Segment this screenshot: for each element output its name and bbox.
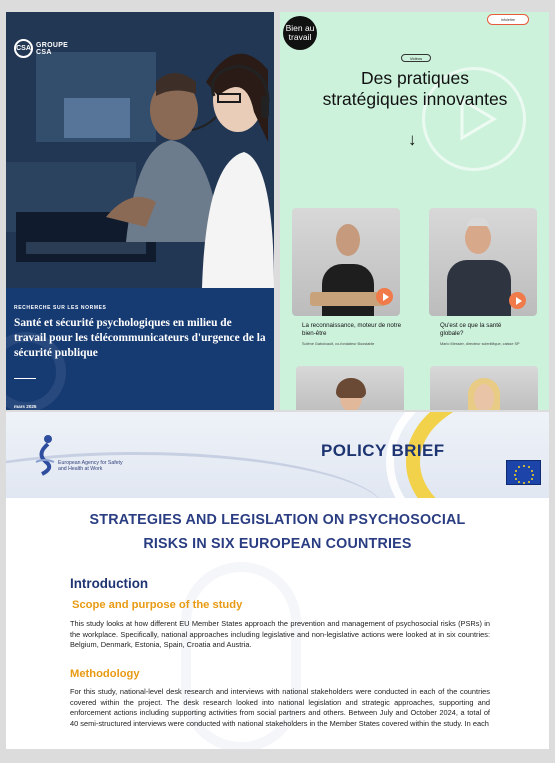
csa-kicker: RECHERCHE SUR LES NORMES — [14, 305, 107, 311]
eu-flag-icon — [506, 460, 541, 485]
csa-date: mars 2025 — [14, 404, 37, 409]
document-title-line2: RISKS IN SIX EUROPEAN COUNTRIES — [143, 536, 412, 552]
speaker-body — [447, 260, 511, 316]
video-caption-1[interactable]: La reconnaissance, moteur de notre bien-être — [302, 322, 402, 337]
video-caption-2[interactable]: Qu'est ce que la santé globale? — [440, 322, 502, 337]
csa-logo-icon: CSA — [14, 39, 33, 58]
csa-logo-line2: CSA — [36, 48, 52, 56]
csa-logo — [14, 39, 68, 58]
eu-star — [523, 465, 525, 467]
bien-au-travail-logo[interactable]: Bien au travail — [283, 16, 317, 50]
eu-osha-logo-icon — [32, 432, 58, 476]
speaker-head — [465, 222, 491, 254]
call-center-photo — [6, 12, 274, 288]
section-methodology: Methodology — [70, 668, 140, 680]
section-introduction: Introduction — [70, 576, 149, 591]
videos-pill[interactable]: Vidéos — [401, 54, 431, 62]
speaker-hair — [336, 378, 366, 398]
video-subtitle-2: Mario Messier, directeur scientifique, caisse SP — [440, 342, 520, 346]
eu-star — [518, 466, 520, 468]
policy-brief-document[interactable] — [6, 412, 549, 749]
play-icon[interactable] — [509, 292, 526, 309]
policy-brief-heading: POLICY BRIEF — [321, 441, 445, 460]
eu-star — [518, 481, 520, 483]
speaker-head — [336, 224, 360, 256]
video-card-1[interactable] — [292, 208, 400, 316]
methodology-paragraph: For this study, national-level desk research and interviews with national stakeholders were conducted in each of the countries covered within the project. The desk research looked into national legislation and strategic approaches, supporting and enforcement actions including supporting activities from social partners and others. Between July and October 2024, a total of 40 semi-structured interviews were conducted with national stakeholders in the Member States covered within the study. In each — [70, 687, 490, 728]
eu-star — [523, 482, 525, 484]
bat-page-title: Des pratiques stratégiques innovantes — [322, 68, 508, 109]
document-title-line1: STRATEGIES AND LEGISLATION ON PSYCHOSOCIAL — [89, 512, 466, 528]
video-card-3[interactable] — [296, 366, 404, 410]
csa-report-cover[interactable] — [6, 12, 274, 410]
csa-divider — [14, 378, 36, 379]
video-card-2[interactable] — [429, 208, 537, 316]
eu-star — [515, 478, 517, 480]
speaker-stool — [310, 292, 386, 306]
speaker-head — [474, 384, 494, 410]
eu-star — [514, 474, 516, 476]
eu-star — [515, 470, 517, 472]
bien-au-travail-page[interactable] — [280, 12, 549, 410]
eu-star — [532, 474, 534, 476]
eu-star — [528, 481, 530, 483]
newsletter-button[interactable]: Infolettre — [487, 14, 529, 25]
speaker-body — [322, 264, 374, 316]
eu-star — [531, 478, 533, 480]
video-card-4[interactable] — [430, 366, 538, 410]
section-scope: Scope and purpose of the study — [72, 599, 243, 611]
eu-star — [531, 470, 533, 472]
agency-name: European Agency for Safety and Health at Work — [58, 460, 123, 472]
policy-brief-header — [6, 412, 549, 498]
document-title — [6, 508, 549, 556]
play-icon[interactable] — [376, 288, 393, 305]
csa-title: Santé et sécurité psychologiques en milieu de travail pour les télécommunicateurs d'urgence de la sécurité publique — [14, 317, 266, 359]
scope-paragraph: This study looks at how different EU Member States approach the prevention and management of psychosocial risks (PSRs) in the workplace. Specifically, national approaches including legislative and non-legislative actions were looked at in six countries: Belgium, Denmark, Estonia, Spain, Croatia and Austria. — [70, 619, 490, 649]
speaker-hair — [467, 218, 489, 226]
video-subtitle-1: Solène Gabolcault, co-fondateur Boostable — [302, 342, 375, 346]
eu-star — [528, 466, 530, 468]
csa-logo-line1: GROUPE — [36, 41, 69, 49]
down-arrow-icon: ↓ — [408, 130, 417, 149]
